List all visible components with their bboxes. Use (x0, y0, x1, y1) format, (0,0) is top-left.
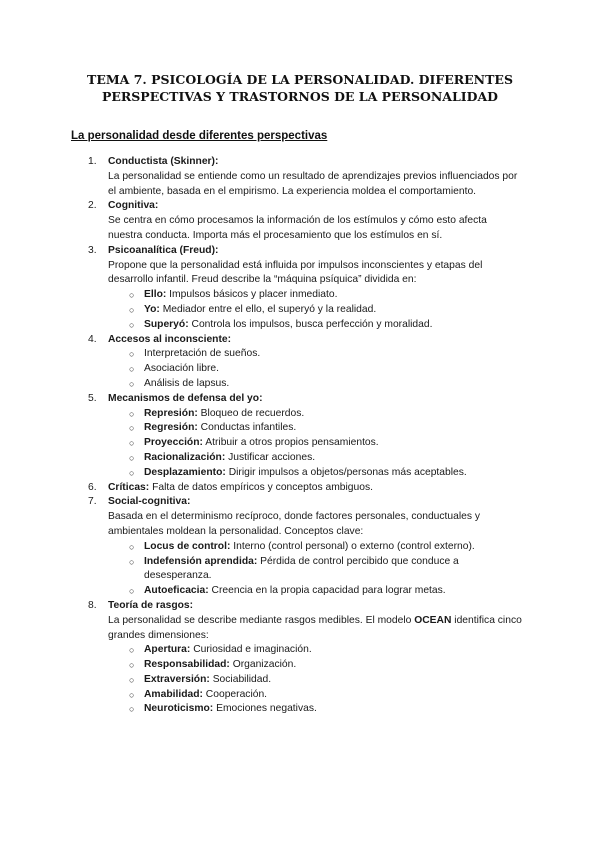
sub-term: Ello: (144, 289, 167, 301)
section-heading: La personalidad desde diferentes perspectivas (71, 130, 328, 142)
item-number: 2. (88, 200, 97, 212)
sub-text: Análisis de lapsus. (144, 377, 230, 389)
item-body: Basada en el determinismo recíproco, donde factores personales, conductuales y ambientales moldean la personalidad. Conceptos clave: (108, 511, 481, 537)
item-title: Conductista (Skinner): (108, 156, 219, 167)
sub-text: Pérdida de control percibido que conduce a desesperanza. (144, 555, 459, 582)
item-heading (108, 481, 524, 496)
item-body (108, 614, 524, 644)
sub-item (108, 377, 524, 392)
sub-text: Bloqueo de recuerdos. (197, 407, 305, 419)
item-body: La personalidad se entiende como un resultado de aprendizajes previos influenciados por el ambiente, basada en el empirismo. La experiencia moldea el comportamiento. (108, 170, 518, 197)
sub-term: Responsabilidad: (144, 659, 230, 671)
sub-text: Organización. (229, 659, 297, 671)
model-name: OCEAN (414, 614, 452, 626)
item-number: 3. (88, 244, 97, 256)
bullet-icon: ○ (129, 586, 135, 597)
sub-item (108, 702, 524, 717)
sub-text: Controla los impulsos, busca perfección y moralidad. (188, 318, 433, 330)
bullet-icon: ○ (129, 364, 135, 375)
item-body-text: identifica cinco grandes dimensiones: (108, 614, 522, 641)
sub-term: Amabilidad: (144, 688, 203, 700)
sub-text: Sociabilidad. (209, 673, 272, 685)
sub-list (108, 347, 524, 391)
sub-term: Locus de control: (144, 540, 231, 552)
sub-item (108, 347, 524, 362)
sub-term: Indefensión aprendida: (144, 555, 258, 567)
list-item (84, 244, 524, 333)
item-body-text: La personalidad se describe mediante rasgos medibles. El modelo (108, 614, 415, 626)
sub-text: Asociación libre. (144, 363, 219, 375)
item-inline-text: Falta de datos empíricos y conceptos ambiguos. (149, 481, 373, 493)
sub-term: Represión: (144, 407, 198, 419)
item-number: 1. (88, 156, 97, 167)
item-title: Teoría de rasgos: (108, 599, 194, 611)
bullet-icon: ○ (129, 319, 135, 330)
bullet-icon: ○ (129, 704, 135, 715)
sub-term: Extraversión: (144, 673, 210, 685)
item-body: Se centra en cómo procesamos la información de los estímulos y cómo esto afecta nuestra conducta. Importa más el procesamiento que los estímulos en sí. (108, 215, 487, 241)
sub-item (108, 584, 524, 599)
sub-term: Autoeficacia: (144, 585, 209, 597)
bullet-icon: ○ (129, 290, 135, 301)
item-title: Cognitiva: (108, 200, 159, 212)
bullet-icon: ○ (129, 541, 135, 552)
list-item (84, 599, 524, 717)
sub-list (108, 288, 524, 332)
sub-item (108, 540, 524, 555)
bullet-icon: ○ (129, 423, 135, 434)
list-item (84, 333, 524, 392)
item-heading (108, 155, 524, 170)
sub-term: Regresión: (144, 422, 198, 434)
list-item (84, 495, 524, 599)
bullet-icon: ○ (129, 304, 135, 315)
bullet-icon: ○ (129, 349, 135, 360)
item-heading (108, 199, 524, 214)
item-title: Psicoanalítica (Freud): (108, 244, 219, 256)
sub-item (108, 303, 524, 318)
item-body: Propone que la personalidad está influida por impulsos inconscientes y etapas del desarrollo infantil. Freud describe la “máquina psíquica” dividida en: (108, 259, 483, 286)
sub-item (108, 407, 524, 422)
bullet-icon: ○ (129, 674, 135, 685)
item-title: Social-cognitiva: (108, 496, 191, 508)
sub-term: Yo: (144, 303, 160, 315)
item-number: 4. (88, 333, 97, 345)
bullet-icon: ○ (129, 556, 135, 567)
list-item (84, 199, 524, 243)
bullet-icon: ○ (129, 689, 135, 700)
sub-text: Interno (control personal) o externo (control externo). (230, 540, 475, 552)
sub-item (108, 288, 524, 303)
bullet-icon: ○ (129, 645, 135, 656)
sub-item (108, 451, 524, 466)
sub-text: Atribuir a otros propios pensamientos. (202, 437, 379, 449)
sub-list (108, 540, 524, 599)
bullet-icon: ○ (129, 378, 135, 389)
sub-list (108, 407, 524, 481)
bullet-icon: ○ (129, 408, 135, 419)
list-item (84, 392, 524, 481)
item-number: 8. (88, 599, 97, 611)
sub-item (108, 362, 524, 377)
sub-item (108, 643, 524, 658)
sub-text: Conductas infantiles. (197, 422, 297, 434)
bullet-icon: ○ (129, 438, 135, 449)
item-number: 6. (88, 481, 97, 493)
sub-text: Cooperación. (202, 688, 268, 700)
sub-term: Superyó: (144, 318, 189, 330)
sub-text: Curiosidad e imaginación. (190, 644, 312, 656)
sub-text: Justificar acciones. (225, 451, 316, 463)
sub-text: Emociones negativas. (213, 703, 317, 715)
sub-text: Mediador entre el ello, el superyó y la realidad. (159, 303, 377, 315)
item-title: Accesos al inconsciente: (108, 333, 232, 345)
item-heading (108, 495, 524, 510)
sub-text: Impulsos básicos y placer inmediato. (166, 289, 338, 301)
list-item (84, 481, 524, 496)
bullet-icon: ○ (129, 660, 135, 671)
item-heading (108, 599, 524, 614)
item-heading (108, 333, 524, 348)
sub-item (108, 673, 524, 688)
list-item (84, 155, 524, 199)
sub-text: Interpretación de sueños. (144, 348, 261, 360)
bullet-icon: ○ (129, 467, 135, 478)
sub-text: Dirigir impulsos a objetos/personas más aceptables. (225, 466, 467, 478)
sub-item (108, 436, 524, 451)
item-number: 5. (88, 392, 97, 404)
sub-term: Proyección: (144, 437, 203, 449)
sub-list (108, 643, 524, 717)
bullet-icon: ○ (129, 452, 135, 463)
sub-item (108, 318, 524, 333)
title-line-2: PERSPECTIVAS Y TRASTORNOS DE LA PERSONALIDAD (101, 89, 499, 104)
sub-item (108, 466, 524, 481)
sub-term: Apertura: (144, 644, 191, 656)
item-heading (108, 392, 524, 407)
sub-text: Creencia en la propia capacidad para lograr metas. (208, 585, 446, 597)
document-title (60, 71, 540, 105)
sub-term: Racionalización: (144, 451, 226, 463)
item-heading (108, 244, 524, 259)
sub-item (108, 658, 524, 673)
sub-item (108, 688, 524, 703)
sub-item (108, 555, 524, 585)
sub-term: Neuroticismo: (144, 703, 214, 715)
perspectives-list (84, 155, 524, 717)
item-title: Mecanismos de defensa del yo: (108, 392, 263, 404)
item-title: Críticas: (108, 481, 150, 493)
sub-term: Desplazamiento: (144, 466, 226, 478)
item-number: 7. (88, 496, 97, 508)
sub-item (108, 421, 524, 436)
title-line-1: TEMA 7. PSICOLOGÍA DE LA PERSONALIDAD. DIFERENTES (87, 72, 513, 87)
